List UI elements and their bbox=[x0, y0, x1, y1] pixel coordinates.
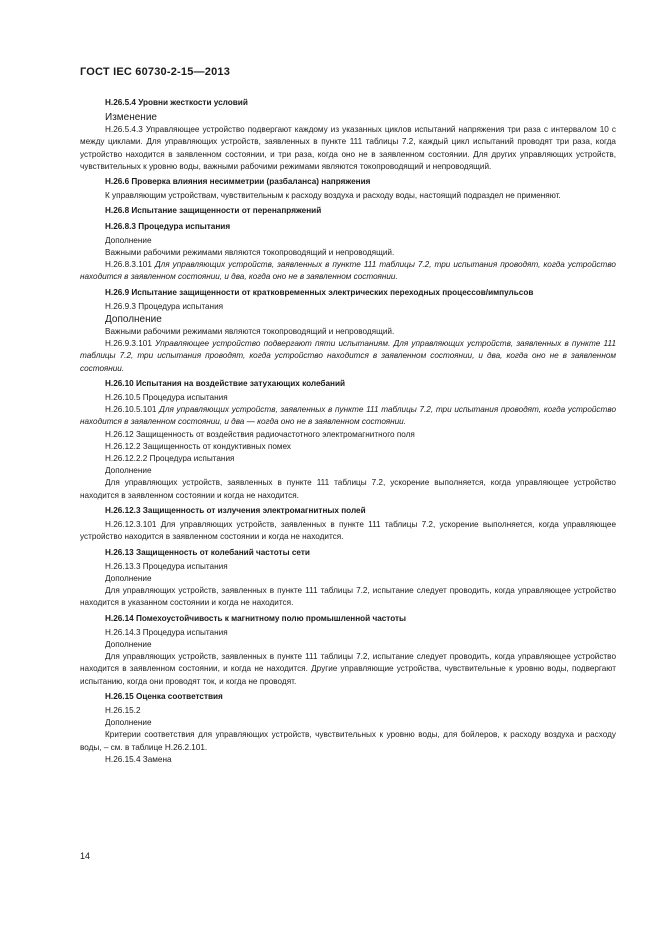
paragraph-text: Н.26.15.2 bbox=[105, 705, 141, 715]
paragraph-text: Для управляющих устройств, заявленных в пункте 111 таблицы 7.2, испытание следует проводить, когда управляющее устройство находится в указанном состоянии и когда не находится. bbox=[80, 586, 616, 608]
paragraph-text: Важными рабочими режимами являются токопроводящий и непроводящий. bbox=[105, 327, 395, 337]
body-paragraph bbox=[80, 429, 616, 441]
paragraph-text: Изменение bbox=[105, 112, 157, 124]
clause-number: Н.26.8.3.101 bbox=[105, 260, 155, 270]
paragraph-text: Н.26.15 Оценка соответствия bbox=[105, 691, 223, 701]
body-paragraph bbox=[80, 585, 616, 609]
body-paragraph bbox=[80, 573, 616, 585]
paragraph-text: Н.26.12.3 Защищенность от излучения электромагнитных полей bbox=[105, 505, 366, 515]
clause-number: Н.26.9.3.101 bbox=[105, 339, 156, 349]
body-paragraph bbox=[80, 729, 616, 753]
paragraph-text: Н.26.5.4 Уровни жесткости условий bbox=[105, 98, 248, 107]
section-heading bbox=[80, 205, 616, 217]
document-body bbox=[80, 94, 616, 766]
section-heading bbox=[80, 221, 616, 233]
body-paragraph bbox=[80, 465, 616, 477]
body-paragraph bbox=[80, 627, 616, 639]
body-paragraph bbox=[80, 441, 616, 453]
paragraph-text: Н.26.8 Испытание защищенности от перенапряжений bbox=[105, 206, 322, 216]
section-label bbox=[80, 313, 616, 326]
clause-number: Н.26.10.5.101 bbox=[105, 405, 160, 415]
body-paragraph bbox=[80, 301, 616, 313]
body-paragraph bbox=[80, 639, 616, 651]
section-heading bbox=[80, 613, 616, 625]
body-paragraph bbox=[80, 519, 616, 543]
section-heading bbox=[80, 97, 616, 109]
body-paragraph bbox=[80, 717, 616, 729]
body-paragraph bbox=[80, 326, 616, 338]
paragraph-text: Н.26.13.3 Процедура испытания bbox=[105, 561, 228, 571]
section-heading bbox=[80, 287, 616, 299]
body-paragraph bbox=[80, 124, 616, 173]
paragraph-text: Н.26.15.4 Замена bbox=[105, 754, 172, 764]
body-paragraph bbox=[80, 453, 616, 465]
paragraph-text: Н.26.5.4.3 Управляющее устройство подвергают каждому из указанных циклов испытаний напряжения три раза с интервалом 10 с между циклами. Для управляющих устройств, заявленных в пункте 111 таблицы 7.2, каждый цикл испытаний проводят три раза, когда устройство находится в заявленном состоянии, и три раза, когда оно не в заявленном состоянии. Для других управляющих устройств, чувствительных к уровню воды, важными рабочими режимами являются токопроводящий и непроводящий. bbox=[80, 125, 616, 171]
paragraph-text: Н.26.6 Проверка влияния несимметрии (разбаланса) напряжения bbox=[105, 177, 371, 187]
paragraph-text: К управляющим устройствам, чувствительным к расходу воздуха и расходу воды, настоящий подраздел не применяют. bbox=[105, 191, 561, 201]
paragraph-text: Н.26.9 Испытание защищенности от кратковременных электрических переходных процессов/импульсов bbox=[105, 287, 534, 297]
paragraph-text: Н.26.13 Защищенность от колебаний частоты сети bbox=[105, 547, 310, 557]
paragraph-text: Дополнение bbox=[105, 718, 152, 728]
body-paragraph bbox=[80, 651, 616, 688]
paragraph-text: Дополнение bbox=[105, 573, 152, 583]
body-paragraph bbox=[80, 247, 616, 259]
document-header: ГОСТ IEC 60730-2-15—2013 bbox=[80, 66, 231, 78]
paragraph-text: Н.26.8.3 Процедура испытания bbox=[105, 221, 231, 231]
paragraph-text: Дополнение bbox=[105, 314, 162, 326]
paragraph-text: Н.26.9.3 Процедура испытания bbox=[105, 301, 224, 311]
paragraph-text: Важными рабочими режимами являются токопроводящий и непроводящий. bbox=[105, 248, 395, 258]
body-paragraph bbox=[80, 190, 616, 202]
body-paragraph bbox=[80, 235, 616, 247]
section-heading bbox=[80, 378, 616, 390]
paragraph-text: Критерии соответствия для управляющих устройств, чувствительных к уровню воды, для бойлеров, к расходу воздуха и расходу воды, – см. в таблице Н.26.2.101. bbox=[80, 730, 616, 752]
page-number: 14 bbox=[80, 851, 91, 861]
body-paragraph bbox=[80, 392, 616, 404]
paragraph-text: Н.26.12.2 Защищенность от кондуктивных помех bbox=[105, 441, 291, 451]
paragraph-text: Для управляющих устройств, заявленных в пункте 111 таблицы 7.2, ускорение выполняется, когда управляющее устройство находится в заявленном состоянии и когда не находится. bbox=[80, 478, 616, 500]
paragraph-text: Дополнение bbox=[105, 466, 152, 476]
paragraph-text: Для управляющих устройств, заявленных в пункте 111 таблицы 7.2, испытание следует проводить, когда управляющее устройство находится в заявленном состоянии, и когда не находится. Другие управляющие устройства, чувствительные к уровню воды, подвергают испытанию, когда они проводят ток, и когда не проводят. bbox=[80, 652, 616, 686]
section-heading bbox=[80, 691, 616, 703]
paragraph-text: Для управляющих устройств, заявленных в пункте 111 таблицы 7.2, три испытания проводят, когда устройство находится в заявленном состоянии, и два, когда оно не в заявленном состоянии. bbox=[80, 260, 616, 282]
body-paragraph bbox=[80, 477, 616, 501]
paragraph-text: Н.26.10 Испытания на воздействие затухающих колебаний bbox=[105, 378, 346, 388]
paragraph-text: Н.26.12.2.2 Процедура испытания bbox=[105, 454, 235, 464]
paragraph-text: Управляющее устройство подвергают пяти испытаниям. Для управляющих устройств, заявленных в пункте 111 таблицы 7.2, три испытания проводят, когда устройство находится в заявленном состоянии, и два, когда оно не в заявленном состоянии. bbox=[80, 339, 616, 373]
body-paragraph bbox=[80, 259, 616, 283]
body-paragraph bbox=[80, 705, 616, 717]
paragraph-text: Н.26.10.5 Процедура испытания bbox=[105, 393, 228, 403]
section-heading bbox=[80, 547, 616, 559]
body-paragraph bbox=[80, 561, 616, 573]
paragraph-text: Н.26.12 Защищенность от воздействия радиочастотного электромагнитного поля bbox=[105, 429, 415, 439]
paragraph-text: Н.26.14.3 Процедура испытания bbox=[105, 627, 228, 637]
section-heading bbox=[80, 505, 616, 517]
body-paragraph bbox=[80, 404, 616, 428]
paragraph-text: Дополнение bbox=[105, 235, 152, 245]
paragraph-text: Дополнение bbox=[105, 639, 152, 649]
section-label bbox=[80, 111, 616, 124]
section-heading bbox=[80, 176, 616, 188]
paragraph-text: Для управляющих устройств, заявленных в пункте 111 таблицы 7.2, три испытания проводят, когда устройство находится в заявленном состоянии, и два — когда оно не в заявленном состоянии. bbox=[80, 405, 616, 427]
body-paragraph bbox=[80, 754, 616, 766]
paragraph-text: Н.26.14 Помехоустойчивость к магнитному полю промышленной частоты bbox=[105, 613, 407, 623]
body-paragraph bbox=[80, 338, 616, 375]
paragraph-text: Н.26.12.3.101 Для управляющих устройств, заявленных в пункте 111 таблицы 7.2, ускорение выполняется, когда управляющее устройство находится в заявленном состоянии и когда не находится. bbox=[80, 520, 616, 542]
